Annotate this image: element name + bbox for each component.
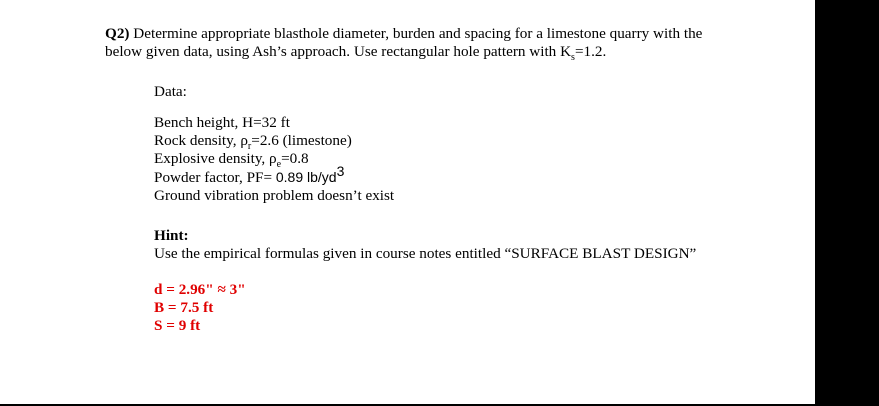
data-heading: Data: <box>154 83 187 100</box>
rock-density <box>154 132 394 153</box>
explosive-density-value: =0.8 <box>281 150 309 167</box>
hint-heading: Hint: <box>154 227 189 244</box>
answer-diameter: d = 2.96" ≈ 3" <box>154 281 246 298</box>
explosive-density <box>154 150 394 171</box>
explosive-density-subscript: e <box>276 159 282 171</box>
rock-density-label: Rock density, ρ <box>154 132 248 149</box>
ground-vibration: Ground vibration problem doesn’t exist <box>154 187 395 204</box>
powder-factor <box>154 162 394 187</box>
data-heading-block <box>154 83 187 101</box>
explosive-density-label: Explosive density, ρ <box>154 150 277 167</box>
question-line-2-end: =1.2. <box>574 43 607 60</box>
powder-factor-value: 0.89 lb/yd <box>275 169 337 185</box>
question-text <box>105 25 785 64</box>
powder-factor-label: Powder factor, PF= <box>154 169 276 186</box>
answers-block <box>154 281 246 335</box>
hint-block <box>154 227 696 263</box>
hint-text: Use the empirical formulas given in course notes entitled “SURFACE BLAST DESIGN” <box>154 245 697 262</box>
data-list <box>154 114 394 205</box>
rock-density-value: =2.6 (limestone) <box>251 132 352 149</box>
answer-spacing: S = 9 ft <box>154 317 201 334</box>
question-line-2: below given data, using Ash’s approach. Use rectangular hole pattern with K <box>105 43 572 60</box>
bench-height: Bench height, H=32 ft <box>154 114 290 131</box>
answer-burden: B = 7.5 ft <box>154 299 214 316</box>
question-number: Q2) <box>105 25 130 42</box>
powder-factor-superscript: 3 <box>336 162 345 179</box>
ks-subscript: s <box>571 52 575 64</box>
question-line-1: Determine appropriate blasthole diameter, burden and spacing for a limestone quarry with the <box>129 25 703 42</box>
rock-density-subscript: r <box>247 141 252 153</box>
